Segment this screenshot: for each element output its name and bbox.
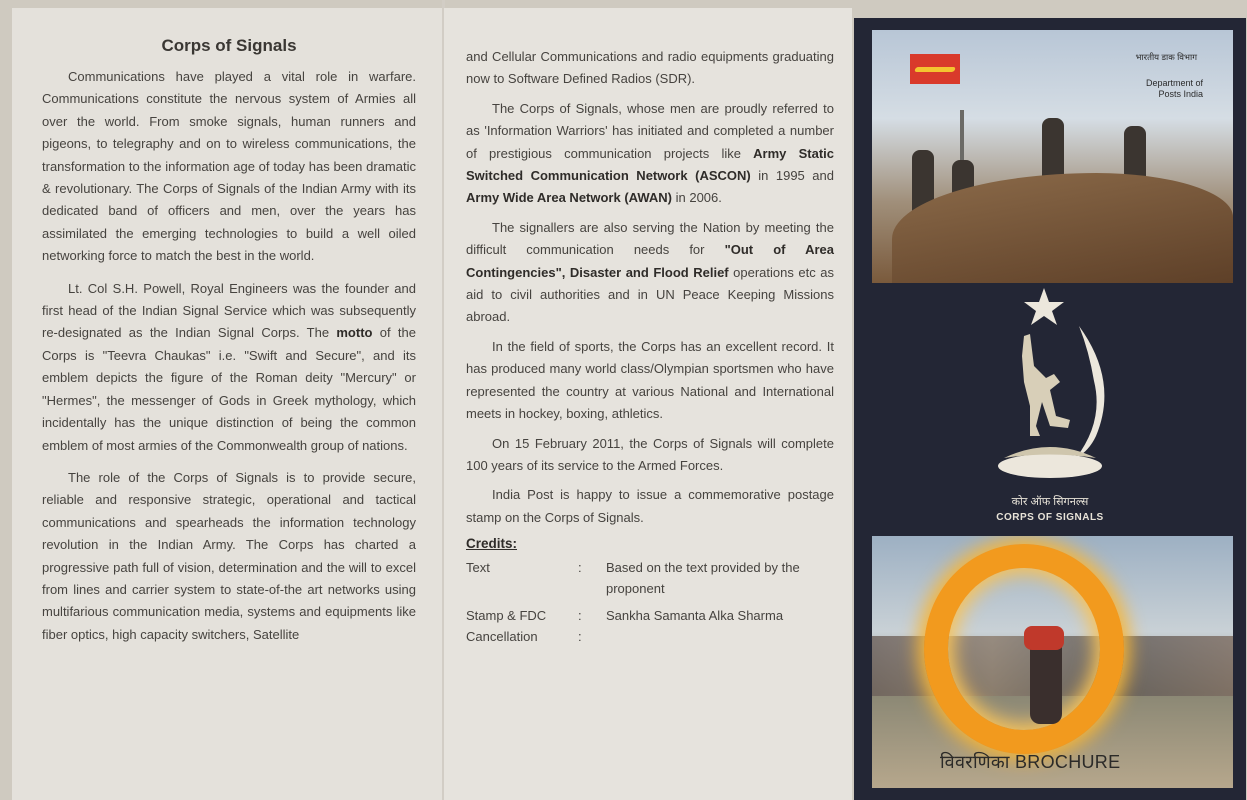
fire-ring (924, 544, 1124, 754)
credit-colon: : : (578, 608, 582, 645)
rider (1024, 626, 1064, 650)
brochure-cover (854, 18, 1246, 800)
middle-panel (444, 8, 852, 800)
fire-ring-photo (872, 536, 1233, 788)
paragraph-bold: motto (336, 325, 373, 341)
signallers-photo (872, 30, 1233, 283)
paragraph-projects (466, 98, 834, 210)
credit-row (466, 557, 834, 599)
paragraph-bold: Army Wide Area Network (AWAN) (466, 190, 672, 206)
emblem-caption-hindi: कोर ऑफ सिगनल्स (1011, 496, 1089, 508)
paragraph-bold: Army Static Switched Communication Network (ASCON) (466, 145, 834, 184)
paragraph-founder (42, 278, 416, 457)
paragraph-role: The role of the Corps of Signals is to provide secure, reliable and responsive strategic, operational and tactical communications and spearheads the information technology revolution in the Indian Army. The Corps has charted a progressive path full of vision, determination and the will to excel from lines and carrier system to state-of-the art networks using multifarious communication media, systems and equipments like fiber optics, high capacity switchers, Satellite (42, 469, 416, 642)
paragraph-sports: In the field of sports, the Corps has an excellent record. It has produced many world class/Olympian sportsmen who have represented the country at various National and International meets in hockey, boxing, athletics. (466, 338, 834, 422)
paragraph-text: Lt. Col S.H. Powell, Royal Engineers was the founder and first head of the Indian Signal Service which was subsequently re-designated as the Indian Signal Corps. The (42, 280, 416, 341)
dept-name-hindi: भारतीय डाक विभाग (1135, 52, 1197, 62)
credit-row (466, 605, 834, 647)
paragraph-text: The signallers are also serving the Nation by meeting the difficult communication needs for (466, 219, 834, 258)
paragraph-text: operations etc as aid to civil authorities and in UN Peace Keeping Missions abroad. (466, 264, 834, 325)
credit-colon: : (578, 560, 582, 576)
paragraph-stamp: India Post is happy to issue a commemorative postage stamp on the Corps of Signals. (466, 487, 834, 525)
paragraph-service (466, 217, 834, 329)
credit-label: Text (466, 560, 490, 576)
india-post-logo (910, 54, 960, 84)
page-title: Corps of Signals (161, 36, 297, 55)
left-panel (12, 8, 442, 800)
dept-name-english: Department of Posts India (1145, 78, 1203, 99)
paragraph-continuation: and Cellular Communications and radio equipments graduating now to Software Defined Radios (SDR). (466, 49, 834, 87)
credit-value: Based on the text provided by the proponent (606, 560, 800, 597)
paragraph-bold: "Out of Area Contingencies", Disaster and Flood Relief (466, 242, 834, 280)
mercury-emblem-icon (984, 286, 1124, 486)
paragraph-text: The Corps of Signals, whose men are proudly referred to as 'Information Warriors' has initiated and completed a number of prestigious communication projects like (466, 100, 834, 161)
paragraph-text: of the Corps is "Teevra Chaukas" i.e. "Swift and Secure", and its emblem depicts the figure of the Roman deity "Mercury" or "Hermes", the messenger of Gods in Greek mythology, which incidentally has the unique distinction of being the common emblem of most armies of the Commonwealth group of nations. (42, 325, 416, 453)
credit-label: Stamp & FDC Cancellation (466, 608, 547, 645)
emblem-caption-english: CORPS OF SIGNALS (996, 512, 1104, 523)
paragraph-text: in 1995 and (750, 168, 834, 184)
paragraph-intro: Communications have played a vital role in warfare. Communications constitute the nervous system of Armies all over the world. From smoke signals, human runners and pigeons, to telegraphy and on to wireless communications, the transformation to the information age of today has been dramatic & revolutionary. The Corps of Signals of the Indian Army with its dedicated band of officers and men, over the years has assimilated the emerging technologies to build a well oiled networking force to match the best in the world. (42, 69, 416, 264)
brochure-label: विवरणिका BROCHURE (940, 752, 1121, 772)
rock-outcrop (892, 173, 1233, 283)
credits-heading: Credits: (466, 536, 518, 552)
paragraph-text: in 2006. (672, 190, 722, 206)
credit-value: Sankha Samanta Alka Sharma (606, 608, 784, 624)
paragraph-centenary: On 15 February 2011, the Corps of Signals will complete 100 years of its service to the Armed Forces. (466, 435, 834, 473)
